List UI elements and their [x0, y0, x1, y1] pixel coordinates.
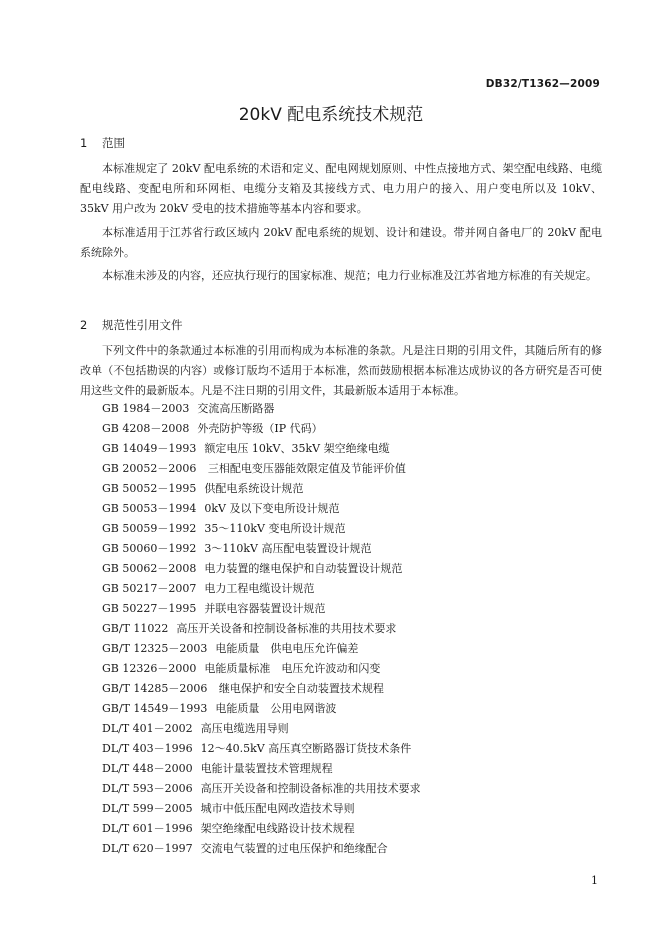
- reference-item: [102, 479, 421, 499]
- reference-item: [102, 699, 421, 719]
- reference-item: [102, 439, 421, 459]
- reference-code: DL/T 593－2006: [102, 782, 193, 795]
- reference-name: 交流电气装置的过电压保护和绝缘配合: [200, 842, 388, 855]
- reference-name: 35～110kV 变电所设计规范: [204, 522, 346, 535]
- reference-code: DL/T 599－2005: [102, 802, 193, 815]
- reference-name: 城市中低压配电网改造技术导则: [200, 802, 355, 815]
- reference-item: [102, 539, 421, 559]
- document-title: 20kV 配电系统技术规范: [238, 105, 424, 125]
- reference-name: 高压开关设备和控制设备标准的共用技术要求: [200, 782, 421, 795]
- reference-item: [102, 659, 421, 679]
- reference-code: GB 50217－2007: [102, 582, 197, 595]
- reference-name: 高压电缆选用导则: [200, 722, 289, 735]
- reference-name: 电能质量 供电电压允许偏差: [215, 642, 359, 655]
- reference-list: [102, 399, 421, 859]
- page-number: 1: [591, 874, 598, 887]
- section-title: 规范性引用文件: [102, 318, 183, 332]
- reference-item: [102, 599, 421, 619]
- reference-name: 12～40.5kV 高压真空断路器订货技术条件: [200, 742, 412, 755]
- reference-name: 3～110kV 高压配电装置设计规范: [204, 542, 372, 555]
- reference-item: [102, 739, 421, 759]
- reference-code: GB 50060－1992: [102, 542, 197, 555]
- reference-code: GB 4208－2008: [102, 422, 190, 435]
- section-1-heading: [80, 135, 125, 151]
- reference-name: 三相配电变压器能效限定值及节能评价值: [204, 462, 406, 475]
- reference-name: 电力装置的继电保护和自动装置设计规范: [204, 562, 403, 575]
- section-2-heading: [80, 317, 183, 333]
- reference-code: GB/T 14285－2006: [102, 682, 208, 695]
- reference-code: GB 50052－1995: [102, 482, 197, 495]
- reference-name: 继电保护和安全自动装置技术规程: [215, 682, 384, 695]
- reference-code: GB 14049－1993: [102, 442, 197, 455]
- reference-item: [102, 779, 421, 799]
- reference-code: GB 50053－1994: [102, 502, 197, 515]
- reference-item: [102, 559, 421, 579]
- reference-name: 供配电系统设计规范: [204, 482, 304, 495]
- reference-name: 电能计量装置技术管理规程: [200, 762, 333, 775]
- reference-item: [102, 679, 421, 699]
- reference-code: DL/T 403－1996: [102, 742, 193, 755]
- reference-item: [102, 639, 421, 659]
- reference-item: [102, 579, 421, 599]
- reference-code: GB 20052－2006: [102, 462, 197, 475]
- reference-code: GB 50227－1995: [102, 602, 197, 615]
- reference-code: GB 50062－2008: [102, 562, 197, 575]
- reference-code: GB/T 11022: [102, 622, 169, 635]
- reference-item: [102, 519, 421, 539]
- section-1-paragraph-2: 本标准适用于江苏省行政区域内 20kV 配电系统的规划、设计和建设。带并网自备电厂的 20kV 配电系统除外。: [80, 226, 602, 259]
- reference-item: [102, 499, 421, 519]
- reference-item: [102, 819, 421, 839]
- reference-name: 0kV 及以下变电所设计规范: [204, 502, 340, 515]
- reference-code: GB 50059－1992: [102, 522, 197, 535]
- section-1-paragraph-1: 本标准规定了 20kV 配电系统的术语和定义、配电网规划原则、中性点接地方式、架空配电线路、电缆配电线路、变配电所和环网柜、电缆分支箱及其接线方式、电力用户的接入、用户变电所以及 10kV、35kV 用户改为 20kV 受电的技术措施等基本内容和要求。: [80, 162, 602, 215]
- reference-code: DL/T 448－2000: [102, 762, 193, 775]
- reference-code: DL/T 620－1997: [102, 842, 193, 855]
- section-1-paragraph-3: 本标准未涉及的内容，还应执行现行的国家标准、规范；电力行业标准及江苏省地方标准的有关规定。: [102, 269, 597, 282]
- reference-code: GB/T 12325－2003: [102, 642, 208, 655]
- reference-item: [102, 799, 421, 819]
- reference-code: DL/T 601－1996: [102, 822, 193, 835]
- section-number: 2: [80, 318, 88, 332]
- reference-code: DL/T 401－2002: [102, 722, 193, 735]
- section-2-paragraph-1: 下列文件中的条款通过本标准的引用而构成为本标准的条款。凡是注日期的引用文件，其随后所有的修改单（不包括勘误的内容）或修订版均不适用于本标准，然而鼓励根据本标准达成协议的各方研究是否可使用这些文件的最新版本。凡是不注日期的引用文件，其最新版本适用于本标准。: [80, 344, 602, 397]
- reference-name: 高压开关设备和控制设备标准的共用技术要求: [176, 622, 397, 635]
- reference-code: GB/T 14549－1993: [102, 702, 208, 715]
- section-number: 1: [80, 136, 88, 150]
- reference-item: [102, 719, 421, 739]
- standard-code: DB32/T1362—2009: [485, 78, 600, 90]
- reference-item: [102, 839, 421, 859]
- reference-name: 交流高压断路器: [197, 402, 275, 415]
- reference-item: [102, 419, 421, 439]
- reference-name: 架空绝缘配电线路设计技术规程: [200, 822, 355, 835]
- reference-name: 电力工程电缆设计规范: [204, 582, 315, 595]
- reference-code: GB 1984－2003: [102, 402, 190, 415]
- reference-name: 额定电压 10kV、35kV 架空绝缘电缆: [204, 442, 390, 455]
- reference-code: GB 12326－2000: [102, 662, 197, 675]
- reference-item: [102, 759, 421, 779]
- reference-item: [102, 399, 421, 419]
- section-title: 范围: [102, 136, 125, 150]
- reference-item: [102, 619, 421, 639]
- reference-name: 外壳防护等级（IP 代码）: [197, 422, 323, 435]
- reference-name: 电能质量标准 电压允许波动和闪变: [204, 662, 381, 675]
- reference-item: [102, 459, 421, 479]
- reference-name: 电能质量 公用电网谐波: [215, 702, 337, 715]
- reference-name: 并联电容器装置设计规范: [204, 602, 326, 615]
